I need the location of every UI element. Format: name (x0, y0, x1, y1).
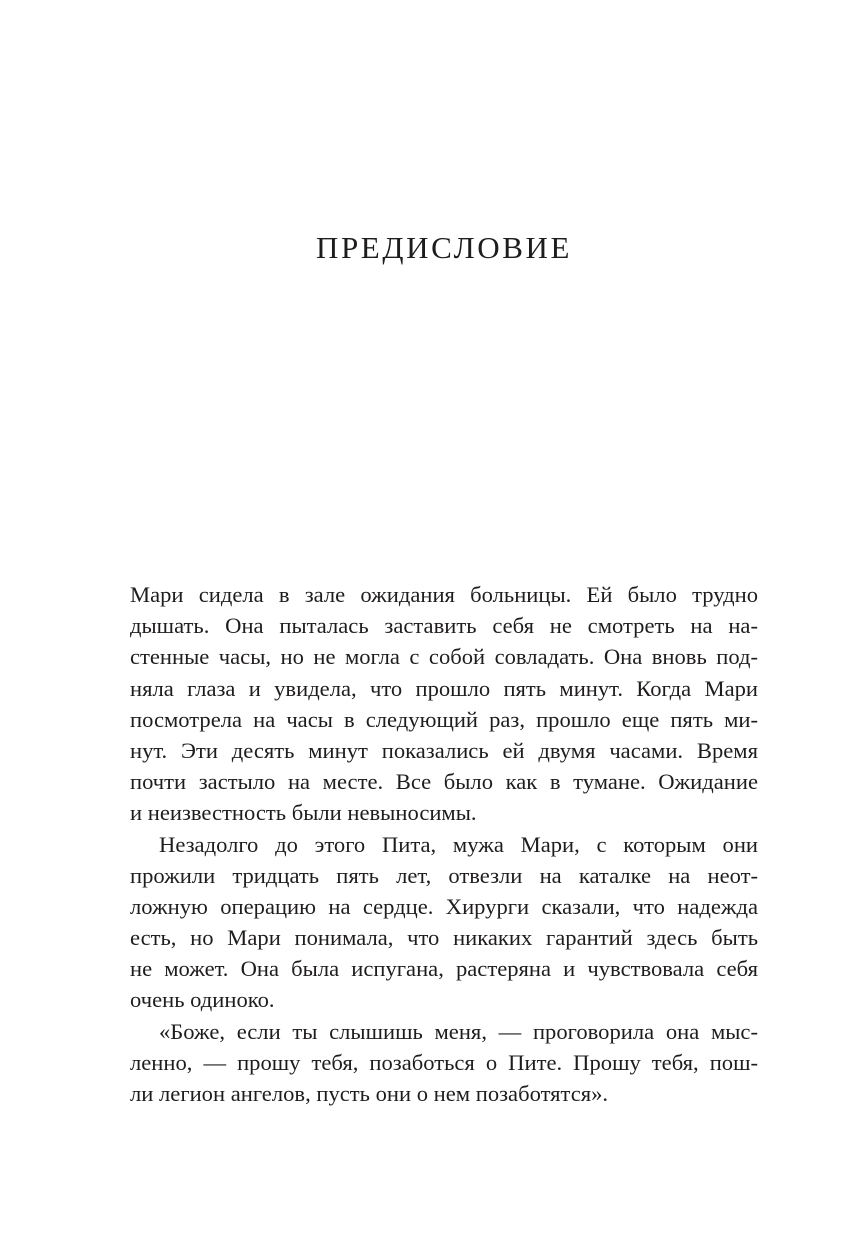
text-line: и неизвестность были невыносимы. (130, 800, 477, 826)
text-line: дышать. Она пыталась заставить себя не смотреть на на- (130, 613, 758, 639)
paragraph (130, 829, 758, 1016)
text-line: прожили тридцать пять лет, отвезли на каталке на неот- (130, 862, 758, 888)
text-line: Незадолго до этого Пита, мужа Мари, с которым они (159, 831, 758, 857)
text-line: Мари сидела в зале ожидания больницы. Ей было трудно (130, 582, 758, 607)
text-line: ли легион ангелов, пусть они о нем позаботятся». (130, 1081, 609, 1106)
text-line: нут. Эти десять минут показались ей двумя часами. Время (130, 737, 758, 763)
text-line: ленно, — прошу тебя, позаботься о Пите. Прошу тебя, пош- (130, 1049, 758, 1075)
text-line: не может. Она была испугана, растеряна и чувствовала себя (130, 956, 758, 982)
text-line: ложную операцию на сердце. Хирурги сказали, что надежда (130, 893, 758, 919)
text-line: стенные часы, но не могла с собой совладать. Она вновь под- (130, 644, 758, 670)
body-text (130, 579, 758, 1109)
text-line: очень одиноко. (130, 987, 275, 1013)
text-line: «Боже, если ты слышишь меня, — проговорила она мыс- (159, 1018, 758, 1044)
text-line: посмотрела на часы в следующий раз, прошло еще пять ми- (130, 706, 758, 732)
paragraph (130, 579, 758, 829)
text-line: няла глаза и увидела, что прошло пять минут. Когда Мари (130, 675, 758, 701)
text-line: почти застыло на месте. Все было как в тумане. Ожидание (130, 769, 758, 795)
paragraph (130, 1016, 758, 1110)
chapter-title: ПРЕДИСЛОВИЕ (315, 230, 572, 265)
text-line: есть, но Мари понимала, что никаких гарантий здесь быть (130, 925, 758, 951)
